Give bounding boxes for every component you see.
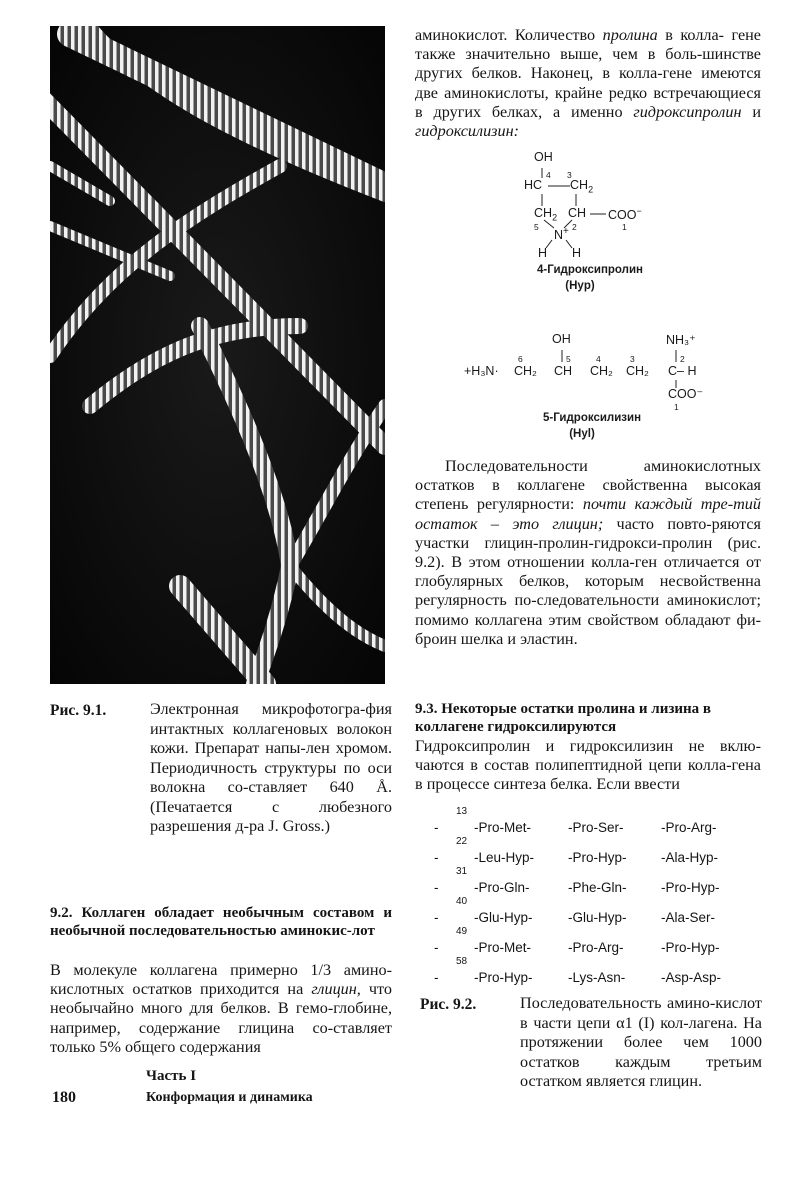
sequence-group-3: -Pro-Hyp- [661, 940, 720, 955]
footer-part-title: Конформация и динамика [146, 1090, 313, 1105]
intro-em-proline: пролина [602, 26, 658, 44]
hyp-abbr: (Hyp) [565, 280, 595, 292]
sequence-row [432, 956, 762, 990]
sequence-position: 49 [456, 926, 468, 937]
regularity-text-1: Последовательности аминокислотных остатков в коллагене свойственна высокая степень регулярности: [415, 457, 761, 514]
sequence-group-3: -Ala-Ser- [661, 910, 716, 925]
sequence-dash: - [434, 910, 439, 925]
hyl-num-1: 1 [674, 402, 679, 412]
hydroxyproline-bonds [510, 148, 670, 258]
sequence-position: 31 [456, 866, 468, 877]
hyp-coo: COO [608, 208, 637, 223]
hyl-num-4: 4 [596, 354, 601, 364]
sequence-row [432, 806, 762, 840]
hyp-n: N [554, 228, 564, 243]
intro-text-1: аминокислот. Количество [415, 26, 603, 44]
page-number: 180 [52, 1089, 76, 1106]
hyl-num-5: 5 [566, 354, 571, 364]
section-9-2-body [50, 961, 392, 1057]
fig2-caption: Последовательность амино-кислот в части цепи α1 (I) кол-лагена. На протяжении более чем 1000 остатков каждым третьим остатком является глицин. [520, 994, 762, 1090]
sequence-group-1: -Leu-Hyp- [474, 850, 535, 865]
hyp-num-2: 2 [572, 222, 577, 232]
regularity-text-2: часто повто-ряются участки глицин-пролин-гидрокси-пролин (рис. 9.2). В этом отношении колла-ген отличается от глобулярных белков, которым несвойственна регулярность по-следовательности аминокислот; помимо коллагена этим свойством обладают фи-броин шелка и эластин. [415, 514, 761, 648]
hyl-coo: COO⁻ [668, 387, 704, 401]
hyl-h3n: +H₃N· [464, 364, 499, 378]
sequence-group-3: -Pro-Hyp- [661, 880, 720, 895]
sequence-group-2: -Glu-Hyp- [568, 910, 627, 925]
micrograph-image [50, 26, 385, 684]
hyl-num-2: 2 [680, 354, 685, 364]
sequence-dash: - [434, 820, 439, 835]
hyl-c3: CH₂ [626, 364, 649, 378]
fig1-label: Рис. 9.1. [50, 702, 107, 719]
sequence-group-3: -Pro-Arg- [661, 820, 717, 835]
right-column-intro [415, 26, 761, 141]
sequence-group-3: -Ala-Hyp- [661, 850, 719, 865]
sequence-position: 13 [456, 806, 468, 817]
hydroxyproline-structure [510, 148, 670, 296]
hyp-ch2-left-sub: 2 [552, 212, 558, 223]
sequence-group-2: -Pro-Hyp- [568, 850, 627, 865]
section-9-2-text-2: что необычайно много для белков. В гемо-глобине, например, содержание глицина со-ставляет только 5% общего содержания [50, 980, 392, 1056]
hyp-num-3: 3 [567, 170, 572, 180]
hyl-c2: C– H [668, 364, 697, 378]
hyp-coo-minus: − [636, 206, 642, 216]
hyp-ch2-left: CH [534, 206, 553, 220]
hydroxylysine-structure [462, 332, 722, 442]
sequence-group-3: -Asp-Asp- [661, 970, 722, 985]
sequence-position: 40 [456, 896, 468, 907]
sequence-dash: - [434, 880, 439, 895]
hyl-c6: CH₂ [514, 364, 537, 378]
sequence-dash: - [434, 970, 439, 985]
sequence-group-1: -Pro-Met- [474, 940, 531, 955]
sequence-group-1: -Pro-Gln- [474, 880, 530, 895]
footer-part-label: Часть I [146, 1068, 197, 1084]
hyp-h-right: H [572, 246, 582, 260]
sequence-group-2: -Pro-Arg- [568, 940, 624, 955]
section-9-3-body [415, 737, 761, 795]
hyl-c5: CH [554, 364, 573, 378]
intro-em-hydroxylysine: гидроксилизин: [415, 122, 520, 141]
hyl-oh: OH [552, 332, 571, 346]
hyp-ch2-top-sub: 2 [588, 184, 594, 195]
sequence-group-1: -Pro-Met- [474, 820, 531, 835]
right-column-regularity [415, 457, 761, 649]
sequence-position: 22 [456, 836, 468, 847]
section-9-3-text: Гидроксипролин и гидроксилизин не вклю-чаются в состав полипептидной цепи колла-гена в процессе синтеза белка. Если ввести [415, 737, 761, 794]
sequence-group-1: -Glu-Hyp- [474, 910, 533, 925]
hyp-n-plus: + [563, 226, 569, 237]
sequence-position: 58 [456, 956, 468, 967]
fig2-label: Рис. 9.2. [420, 996, 477, 1013]
sequence-dash: - [434, 940, 439, 955]
hyp-hc: HC [524, 178, 543, 192]
regularity-em: почти каждый тре-тий остаток – это глицин; [415, 495, 761, 533]
intro-em-hydroxyproline: гидроксипролин [633, 102, 742, 121]
section-9-3-heading: 9.3. Некоторые остатки пролина и лизина в коллагене гидроксилируются [415, 701, 712, 735]
hyp-num-1: 1 [622, 222, 627, 232]
intro-text-2: в колла- [657, 26, 725, 44]
intro-text-and: и [741, 102, 761, 121]
hyl-abbr: (Hyl) [569, 428, 595, 440]
sequence-group-2: -Lys-Asn- [568, 970, 626, 985]
section-9-2-em-glycine: глицин, [311, 980, 361, 999]
section-9-2-heading: 9.2. Коллаген обладает необычным составом и необычной последовательностью аминокис-лот [50, 905, 392, 939]
hyl-nh3: NH₃⁺ [666, 333, 696, 347]
sequence-row [432, 836, 762, 870]
hyl-c4: CH₂ [590, 364, 613, 378]
collagen-micrograph [50, 26, 385, 684]
hyp-oh: OH [534, 150, 553, 164]
hyl-num-6: 6 [518, 354, 523, 364]
sequence-group-2: -Phe-Gln- [568, 880, 627, 895]
sequence-row [432, 926, 762, 960]
sequence-group-2: -Pro-Ser- [568, 820, 624, 835]
hyp-name: 4-Гидроксипролин [537, 264, 643, 276]
hyp-ch-right: CH [568, 206, 587, 220]
hyp-ch2-top: CH [570, 178, 589, 192]
section-9-2-text-1: В молекуле коллагена примерно 1/3 амино-кислотных остатков приходится на [50, 961, 392, 999]
intro-text-3: гене также значительно выше, чем в боль-шинстве других белков. Наконец, в колла-гене имеются две аминокислоты, крайне редко встречающиеся в других белках, а именно [415, 26, 761, 121]
hyl-num-3: 3 [630, 354, 635, 364]
fig1-caption: Электронная микрофотогра-фия интактных коллагеновых волокон кожи. Препарат напы-лен хромом. Периодичность структуры по оси волокна со-ставляет 640 Å. (Печатается с любезного разрешения д-ра J. Gross.) [150, 700, 392, 835]
sequence-dash: - [434, 850, 439, 865]
hyp-h-left: H [538, 246, 548, 260]
sequence-group-1: -Pro-Hyp- [474, 970, 533, 985]
hyp-num-5: 5 [534, 222, 539, 232]
hyl-name: 5-Гидроксилизин [542, 412, 642, 424]
hyp-num-4: 4 [546, 170, 551, 180]
sequence-row [432, 866, 762, 900]
sequence-row [432, 896, 762, 930]
